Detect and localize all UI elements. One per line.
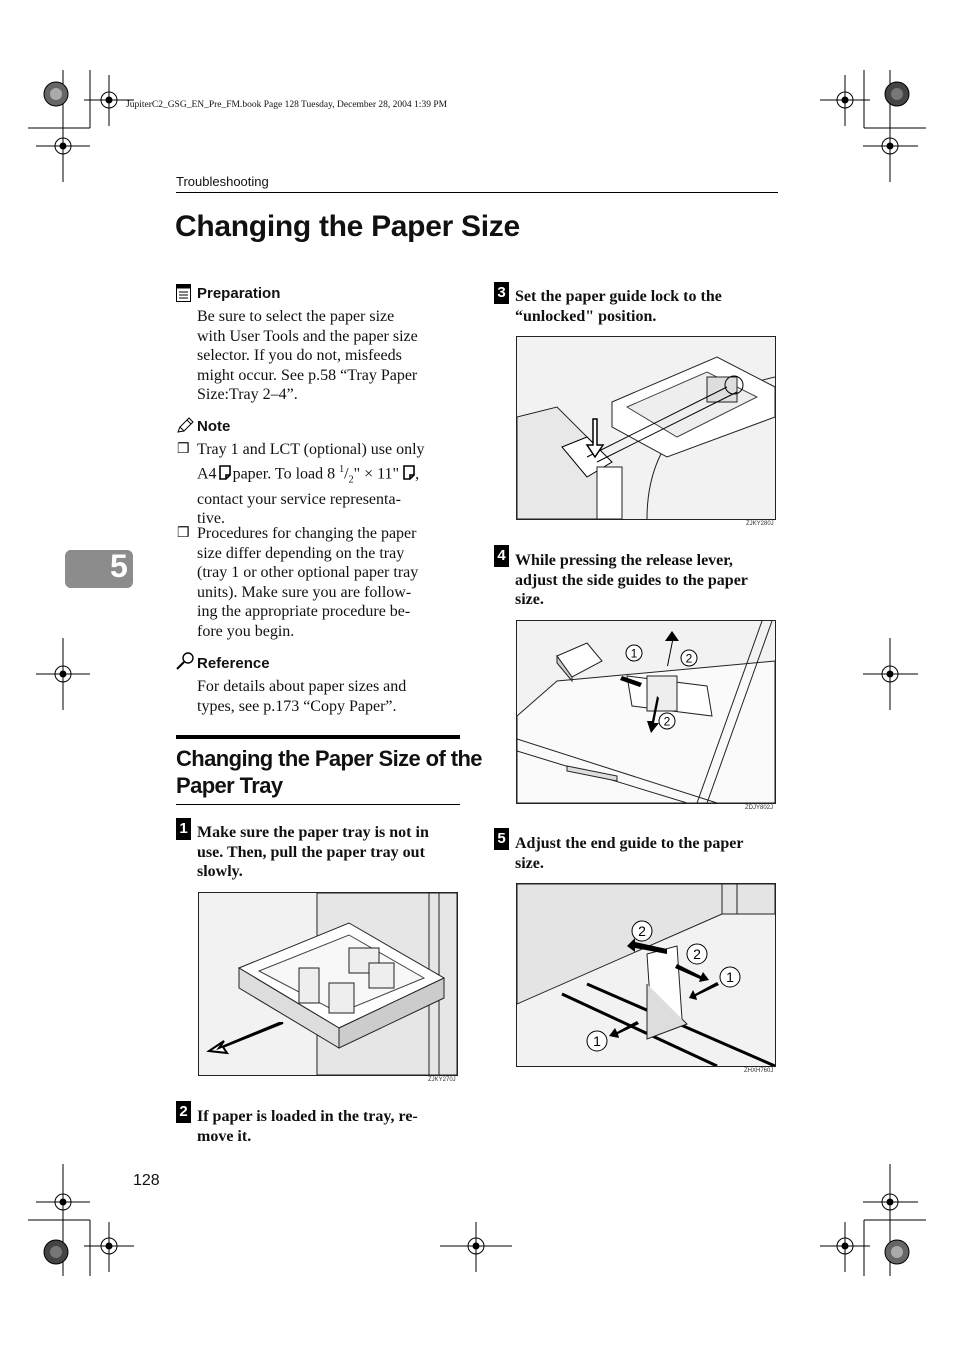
callout-2: 2 [693, 946, 701, 962]
subsection-top-rule [176, 735, 460, 739]
figure-guide-lock [516, 336, 776, 520]
figure-side-guides [516, 620, 776, 804]
step-2-text: If paper is loaded in the tray, re- move it. [197, 1108, 418, 1145]
chapter-number: 5 [110, 548, 128, 584]
step-3-text: Set the paper guide lock to the “unlocked" position. [515, 288, 722, 325]
step-5-text: Adjust the end guide to the paper size. [515, 835, 744, 872]
reference-heading: Reference [197, 655, 270, 672]
subsection-heading: Changing the Paper Size of the Paper Tray [176, 746, 482, 798]
reference-text: For details about paper sizes and types, see p.173 “Copy Paper”. [197, 678, 407, 715]
figure-pull-tray [198, 892, 458, 1076]
step-5-number: 5 [494, 828, 509, 850]
note-heading: Note [197, 418, 231, 435]
step-4-number: 4 [494, 545, 509, 567]
callout-1: 1 [630, 646, 638, 661]
note-item-2: Procedures for changing the paper size differ depending on the tray (tray 1 or other optional paper tray units). Make sure you are follow- ing the appropriate procedure be- fore you begin. [197, 525, 419, 640]
callout-1: 1 [726, 969, 734, 985]
step-4-text: While pressing the release lever, adjust the side guides to the paper size. [515, 552, 748, 609]
figure-code: ZJKY270J [428, 1077, 456, 1083]
checkbox-icon: ❒ [177, 442, 190, 457]
step-3-number: 3 [494, 282, 509, 304]
header-rule [176, 192, 778, 193]
figure-code: ZJKY280J [746, 521, 774, 527]
step-2-number: 2 [176, 1101, 191, 1123]
note-pencil-icon [176, 417, 194, 434]
callout-2: 2 [663, 714, 671, 729]
callout-2: 2 [638, 923, 646, 939]
magnifier-icon [176, 652, 196, 670]
step-1-number: 1 [176, 818, 191, 840]
page-title: Changing the Paper Size [175, 210, 520, 243]
page-number: 128 [133, 1172, 160, 1189]
callout-1: 1 [593, 1033, 601, 1049]
preparation-text: Be sure to select the paper size with User Tools and the paper size selector. If you do not, misfeeds might occur. See p.58 “Tray Paper Size:Tray 2–4”. [197, 308, 418, 404]
figure-code: ZHXH760J [744, 1068, 774, 1074]
step-1-text: Make sure the paper tray is not in use. Then, pull the paper tray out slowly. [197, 824, 429, 881]
paper-orientation-icon [403, 465, 415, 480]
subsection-bottom-rule [176, 804, 460, 805]
preparation-heading: Preparation [197, 285, 281, 302]
running-header: Troubleshooting [176, 174, 269, 189]
note-item-1: Tray 1 and LCT (optional) use only A4 paper. To load 8 $^1/_2$" × 11" , contact your service representa- tive. [197, 441, 425, 528]
checkbox-icon: ❒ [177, 526, 190, 541]
preparation-icon [176, 284, 191, 302]
figure-code: ZDJY802J [745, 805, 774, 811]
book-info: JupiterC2_GSG_EN_Pre_FM.book Page 128 Tuesday, December 28, 2004 1:39 PM [126, 100, 448, 110]
figure-end-guide [516, 883, 776, 1067]
paper-orientation-icon [219, 465, 231, 480]
callout-2: 2 [685, 651, 693, 666]
